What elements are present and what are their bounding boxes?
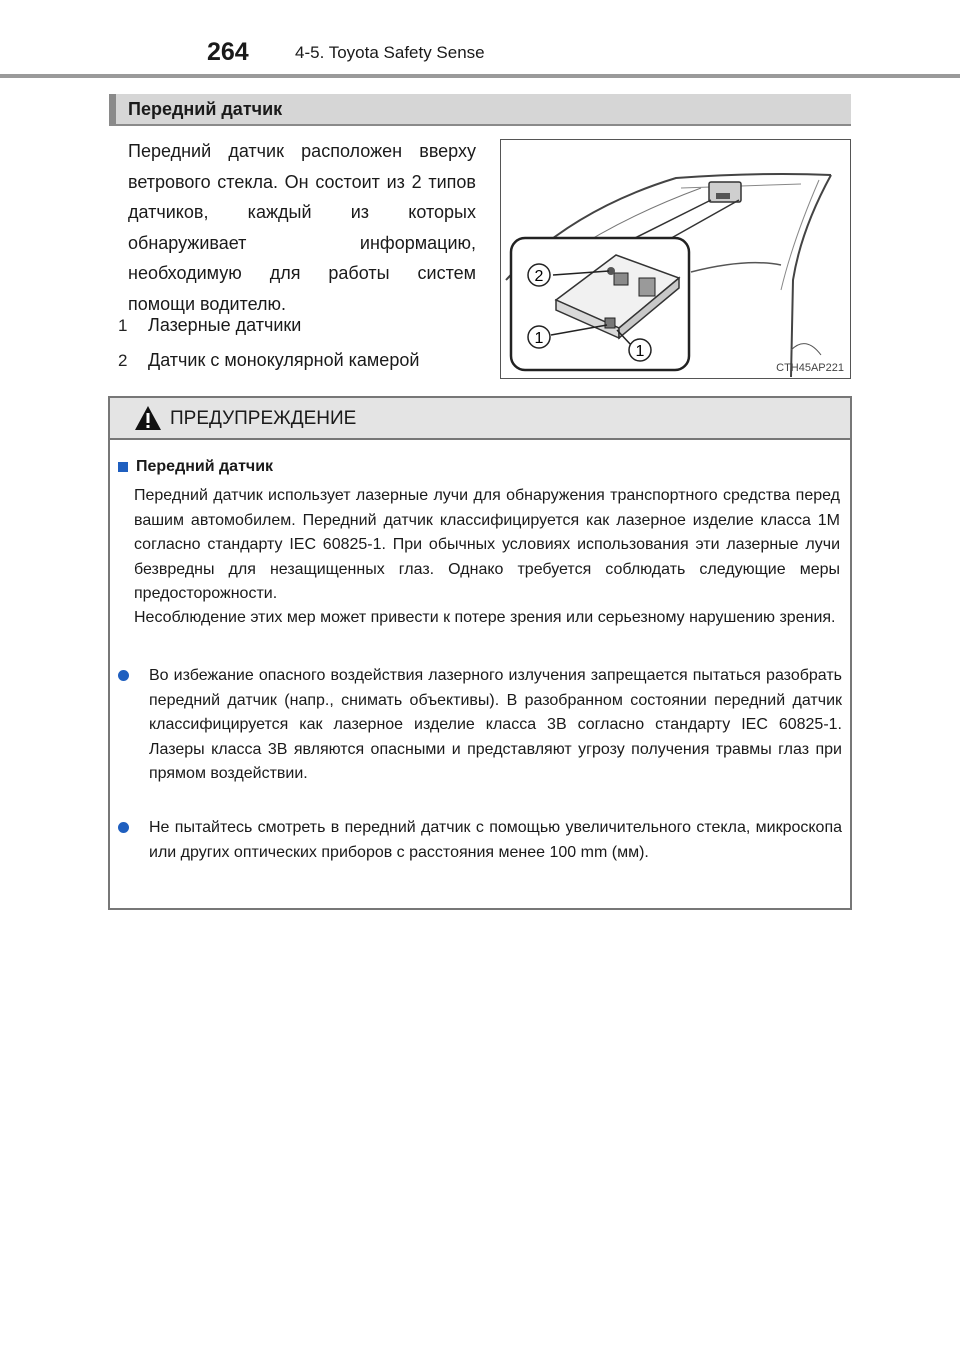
legend-number: 1 bbox=[118, 315, 128, 335]
warning-triangle-icon bbox=[134, 405, 162, 431]
section-title: 4-5. Toyota Safety Sense bbox=[295, 43, 485, 62]
warning-bullet-text: Во избежание опасного воздействия лазерного излучения запрещается пытаться разобрать передний датчик (напр., снимать объективы). В разобранном состоянии передний датчик классифицируется как лазерное изделие класса 3B согласно стандарту IEC 60825-1. Лазеры класса 3B являются опасными и представляют угрозу получения травмы глаз при прямом воздействии. bbox=[149, 667, 842, 782]
callout-number: 1 bbox=[635, 343, 645, 360]
legend-number: 2 bbox=[118, 350, 128, 370]
round-bullet-icon bbox=[118, 822, 129, 833]
page-header bbox=[0, 0, 960, 78]
page-number: 264 bbox=[207, 38, 249, 66]
warning-paragraph: Несоблюдение этих мер может привести к потере зрения или серьезному нарушению зрения. bbox=[134, 609, 836, 626]
callout-number: 1 bbox=[534, 330, 544, 347]
legend-item-2 bbox=[118, 350, 419, 371]
warning-bullet-text: Не пытайтесь смотреть в передний датчик с помощью увеличительного стекла, микроскопа или других оптических приборов с расстояния менее 100 mm (мм). bbox=[149, 819, 842, 861]
laser-sensor-lower bbox=[605, 318, 615, 328]
subheading-bar bbox=[109, 94, 851, 126]
warning-subheading bbox=[118, 458, 273, 476]
windshield-sensor-drawing bbox=[501, 140, 849, 377]
header-rule bbox=[0, 74, 960, 78]
figure-code: CTH45AP221 bbox=[776, 362, 844, 374]
warning-header bbox=[110, 398, 850, 440]
subheading-title: Передний датчик bbox=[128, 99, 283, 119]
warning-paragraph: Передний датчик использует лазерные лучи для обнаружения транспортного средства перед вашим автомобилем. Передний датчик классифицируется как лазерное изделие класса 1M согласно стандарту IEC 60825-1. При обычных условиях использования эти лазерные лучи безвредны для незащищенных глаз. Однако требуется соблюдать следующие меры предосторожности. bbox=[134, 487, 840, 602]
a-pillar-inner bbox=[781, 180, 819, 290]
camera-block bbox=[639, 278, 655, 296]
legend-item-1 bbox=[118, 315, 301, 336]
warning-subheading-text: Передний датчик bbox=[136, 458, 274, 475]
warning-title: ПРЕДУПРЕЖДЕНИЕ bbox=[170, 408, 357, 429]
intro-paragraph: Передний датчик расположен вверху ветрового стекла. Он состоит из 2 типов датчиков, каждый из которых обнаруживает информацию, необходимую для работы систем помощи водителю. bbox=[128, 141, 476, 314]
square-bullet-icon bbox=[118, 462, 128, 472]
mirror-shape bbox=[791, 344, 821, 355]
legend-label: Лазерные датчики bbox=[148, 315, 302, 335]
laser-sensor-block bbox=[614, 273, 628, 285]
dashboard-edge bbox=[691, 263, 781, 272]
legend-label: Датчик с монокулярной камерой bbox=[148, 350, 420, 370]
zoom-line bbox=[631, 200, 711, 240]
sensor-lens-small bbox=[716, 193, 730, 199]
sensor-illustration bbox=[500, 139, 851, 379]
warning-bullet bbox=[118, 816, 842, 865]
a-pillar bbox=[791, 175, 831, 377]
warning-bullet bbox=[118, 664, 842, 787]
warning-box bbox=[108, 396, 852, 910]
round-bullet-icon bbox=[118, 670, 129, 681]
callout-number: 2 bbox=[534, 268, 544, 285]
